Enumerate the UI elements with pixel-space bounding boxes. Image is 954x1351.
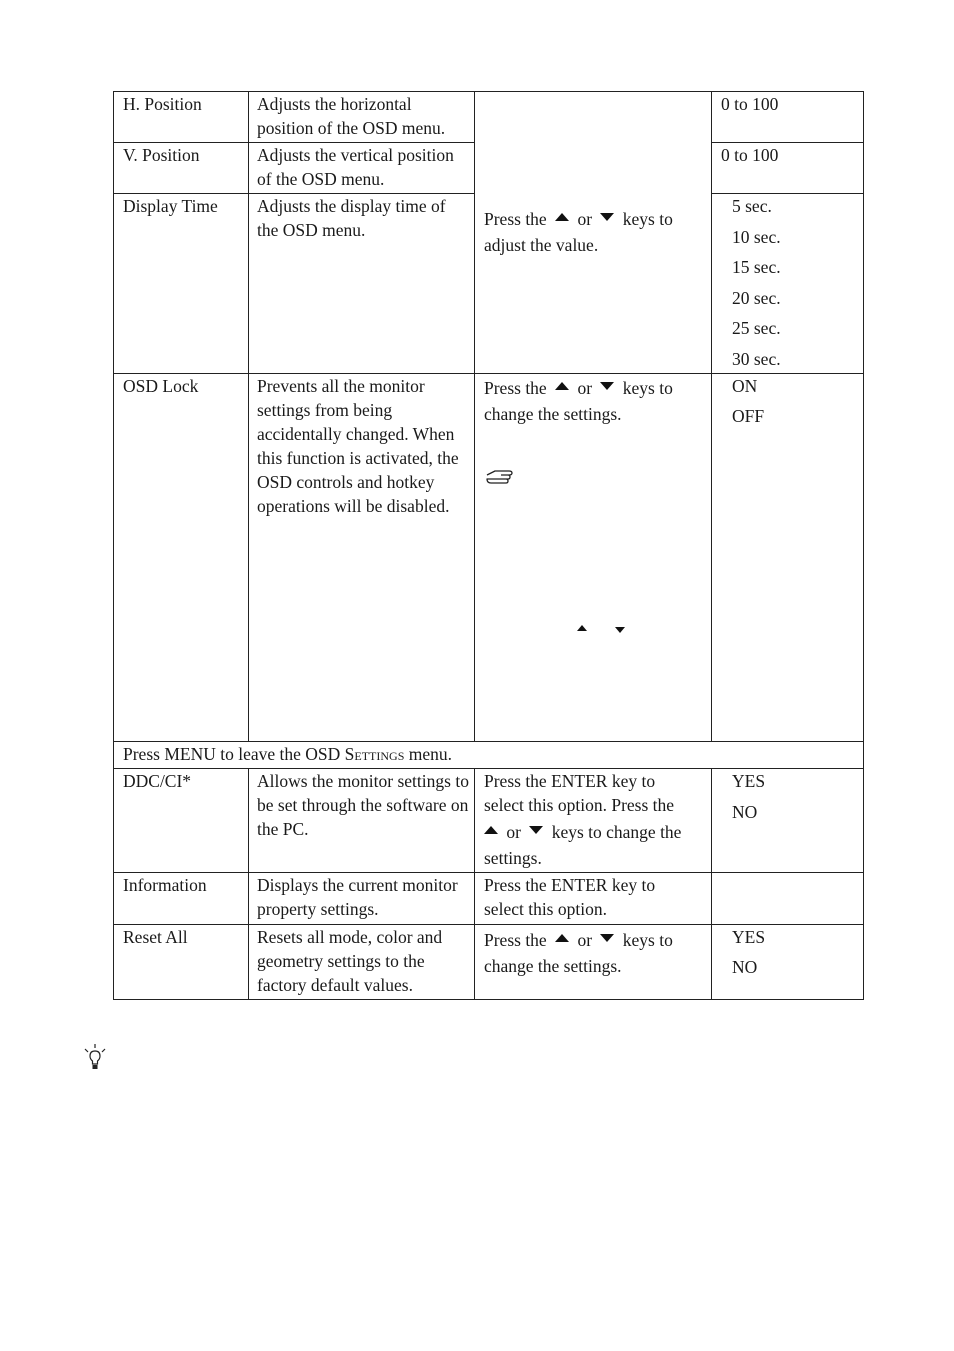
- h-position-name: H. Position: [123, 94, 202, 114]
- col-divider-2a: [474, 91, 475, 741]
- ddc-ci-option-1: YES: [732, 771, 766, 791]
- triangle-up-icon: [555, 934, 569, 942]
- shared-op-or: or: [577, 209, 593, 229]
- h-position-desc: Adjusts the horizontal position of the OSD menu.: [257, 94, 446, 138]
- shared-operation-line1: [484, 207, 673, 231]
- ddc-ci-op-a: Press the: [484, 771, 547, 791]
- osd-lock-option-2: OFF: [732, 406, 765, 426]
- osd-lock-op-or: or: [577, 378, 593, 398]
- reset-all-op-or: or: [577, 930, 593, 950]
- shared-operation-line2: adjust the value.: [484, 235, 599, 255]
- osd-lock-operation-line2: change the settings.: [484, 404, 622, 424]
- reset-all-operation-line2: change the settings.: [484, 956, 622, 976]
- information-desc: Displays the current monitor property settings.: [257, 875, 458, 919]
- display-time-option-5: 25 sec.: [732, 318, 781, 338]
- table-border-bottom: [113, 999, 864, 1000]
- reset-all-op-prefix: Press the: [484, 930, 547, 950]
- osd-settings-table: [113, 91, 864, 1000]
- ddc-ci-operation-line1: [484, 769, 655, 793]
- information-operation-line2: select this option.: [484, 899, 607, 919]
- menu-note-suffix: menu.: [408, 744, 453, 764]
- reset-all-option-2: NO: [732, 957, 758, 977]
- display-time-desc: Adjusts the display time of the OSD menu.: [257, 196, 446, 240]
- osd-lock-operation-line1: [484, 376, 673, 400]
- hand-pointer-icon: [485, 469, 515, 487]
- information-operation-line1: [484, 873, 655, 897]
- information-op-b: key to: [611, 875, 656, 895]
- col-divider-1a: [248, 91, 249, 741]
- display-time-option-2: 10 sec.: [732, 227, 781, 247]
- triangle-down-icon: [529, 826, 543, 834]
- enter-key: ENTER: [551, 875, 608, 895]
- display-time-option-3: 15 sec.: [732, 257, 781, 277]
- table-border-right: [863, 91, 864, 1000]
- ddc-ci-op-or: or: [506, 822, 521, 842]
- osd-lock-name: OSD Lock: [123, 376, 199, 396]
- osd-lock-option-1: ON: [732, 376, 758, 396]
- ddc-ci-desc: Allows the monitor settings to be set through the software on the PC.: [257, 771, 469, 839]
- osd-lock-op-prefix: Press the: [484, 378, 547, 398]
- information-name: Information: [123, 875, 207, 895]
- triangle-up-icon: [555, 382, 569, 390]
- v-position-desc: Adjusts the vertical position of the OSD menu.: [257, 145, 454, 189]
- reset-all-option-1: YES: [732, 927, 766, 947]
- triangle-up-icon: [577, 625, 587, 631]
- display-time-option-6: 30 sec.: [732, 349, 781, 369]
- menu-name: OSD Settings: [305, 744, 405, 764]
- triangle-down-icon: [600, 213, 614, 221]
- col-divider-2b: [474, 768, 475, 1000]
- col-divider-3b: [711, 768, 712, 1000]
- information-op-a: Press the: [484, 875, 547, 895]
- osd-lock-desc: Prevents all the monitor settings from being accidentally changed. When this function is activated, the OSD controls and hotkey operations will be disabled.: [257, 376, 459, 516]
- display-time-option-4: 20 sec.: [732, 288, 781, 308]
- menu-note-prefix: Press: [123, 744, 160, 764]
- reset-all-op-suffix: keys to: [622, 930, 673, 950]
- col-divider-1b: [248, 768, 249, 1000]
- ddc-ci-operation-line2: select this option. Press the: [484, 795, 675, 815]
- ddc-ci-name: DDC/CI*: [123, 771, 192, 791]
- menu-note-middle: to leave the: [220, 744, 301, 764]
- display-time-option-1: 5 sec.: [732, 196, 772, 216]
- enter-key: ENTER: [551, 771, 608, 791]
- reset-all-operation-line1: [484, 928, 673, 952]
- v-position-name: V. Position: [123, 145, 200, 165]
- menu-note: [123, 742, 452, 766]
- ddc-ci-op-line3b: keys to change the: [551, 822, 682, 842]
- v-position-range: 0 to 100: [721, 145, 779, 165]
- osd-lock-op-suffix: keys to: [622, 378, 673, 398]
- ddc-ci-operation-line4: settings.: [484, 848, 542, 868]
- menu-key: MENU: [164, 744, 216, 764]
- reset-all-desc: Resets all mode, color and geometry settings to the factory default values.: [257, 927, 443, 995]
- reset-all-name: Reset All: [123, 927, 188, 947]
- table-border-left: [113, 91, 114, 1000]
- ddc-ci-option-2: NO: [732, 802, 758, 822]
- shared-op-prefix: Press the: [484, 209, 547, 229]
- lightbulb-icon: [82, 1043, 108, 1071]
- shared-op-suffix: keys to: [622, 209, 673, 229]
- triangle-down-icon: [600, 382, 614, 390]
- triangle-down-icon: [600, 934, 614, 942]
- display-time-name: Display Time: [123, 196, 218, 216]
- h-position-range: 0 to 100: [721, 94, 779, 114]
- triangle-up-icon: [484, 826, 498, 834]
- triangle-up-icon: [555, 213, 569, 221]
- ddc-ci-op-b: key to: [611, 771, 656, 791]
- ddc-ci-operation-line3: [484, 820, 681, 844]
- col-divider-3a: [711, 91, 712, 741]
- triangle-down-icon: [615, 627, 625, 633]
